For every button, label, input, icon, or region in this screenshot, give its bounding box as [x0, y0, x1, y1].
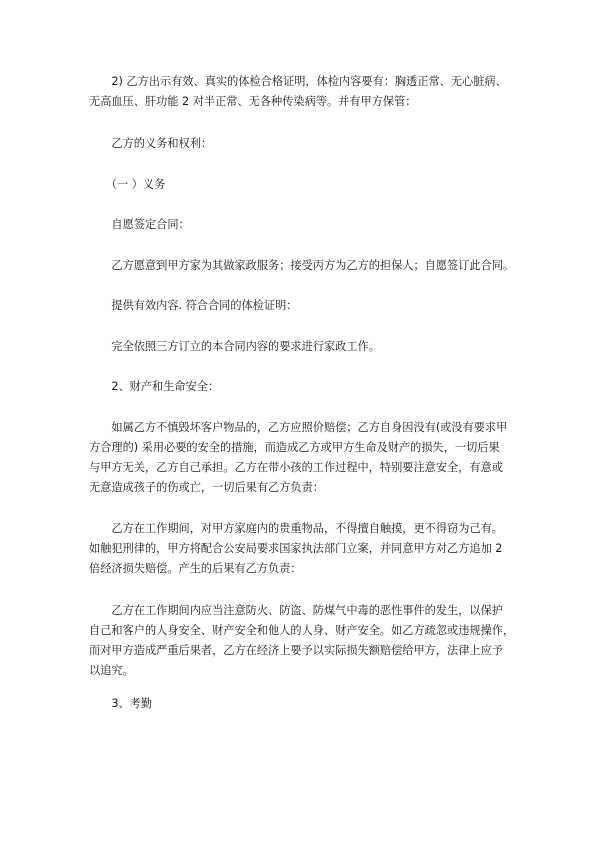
paragraph-valid-certificate [89, 296, 519, 316]
text-line: 3、考勤 [89, 697, 153, 710]
paragraph-domestic-service [89, 256, 519, 276]
paragraph-section-one-obligations [89, 175, 519, 195]
paragraph-voluntary-contract [89, 215, 519, 235]
paragraph-obligations-heading [89, 134, 519, 154]
text-line: 而对甲方造成严重后果者，乙方在经济上要予以实际损失额赔偿给甲方，法律上应予 [89, 644, 503, 657]
text-line: 以追究。 [89, 664, 134, 677]
paragraph-damage-compensation [89, 418, 519, 498]
text-line: 无高血压、肝功能 2 对半正常、无各种传染病等。并有甲方保管： [89, 95, 417, 108]
text-line: 自愿签定合同： [89, 218, 190, 231]
text-line: 如属乙方不慎毁坏客户物品的，乙方应照价赔偿；乙方自身因没有(或没有要求甲 [89, 421, 508, 434]
text-line: 乙方在工作期间，对甲方家庭内的贵重物品，不得擅自触摸，更不得窃为己有。 [89, 522, 503, 535]
paragraph-attendance-heading [89, 694, 519, 714]
text-line: 2、财产和生命安全： [89, 380, 220, 393]
text-line: 提供有效内容. 符合合同的体检证明： [89, 299, 298, 312]
text-line: 自己和客户的人身安全、财产安全和他人的人身、财产安全。如乙方疏忽或违规操作， [89, 624, 515, 637]
text-line: 无意造成孩子的伤或亡，一切后果有乙方负责： [89, 481, 324, 494]
text-line: 乙方愿意到甲方家为其做家政服务；接受丙方为乙方的担保人；自愿签订此合同。 [89, 259, 515, 272]
text-line: 倍经济损失赔偿。产生的后果有乙方负责： [89, 562, 302, 575]
text-line: 如触犯刑律的，甲方将配合公安局要求国家执法部门立案，并同意甲方对乙方追加 2 [89, 542, 503, 555]
paragraph-follow-contract [89, 337, 519, 357]
text-line: 完全依照三方订立的本合同内容的要求进行家政工作。 [89, 340, 380, 353]
text-line: 2) 乙方出示有效、真实的体检合格证明，体检内容要有：胸透正常、无心脏病、 [89, 75, 507, 88]
paragraph-valuables [89, 519, 519, 579]
text-line: 乙方在工作期间内应当注意防火、防盗、防煤气中毒的恶性事件的发生，以保护 [89, 604, 503, 617]
paragraph-health-certificate [89, 72, 519, 112]
text-line: 方合理的) 采用必要的安全的措施，而造成乙方或甲方生命及财产的损失，一切后果 [89, 441, 500, 454]
text-line: 乙方的义务和权利： [89, 137, 213, 150]
text-line: 与甲方无关，乙方自己承担。乙方在带小孩的工作过程中，特别要注意安全，有意或 [89, 461, 503, 474]
paragraph-property-safety-heading [89, 377, 519, 397]
text-line: （一 ）义务 [89, 178, 166, 191]
paragraph-fire-theft-prevention [89, 601, 519, 681]
